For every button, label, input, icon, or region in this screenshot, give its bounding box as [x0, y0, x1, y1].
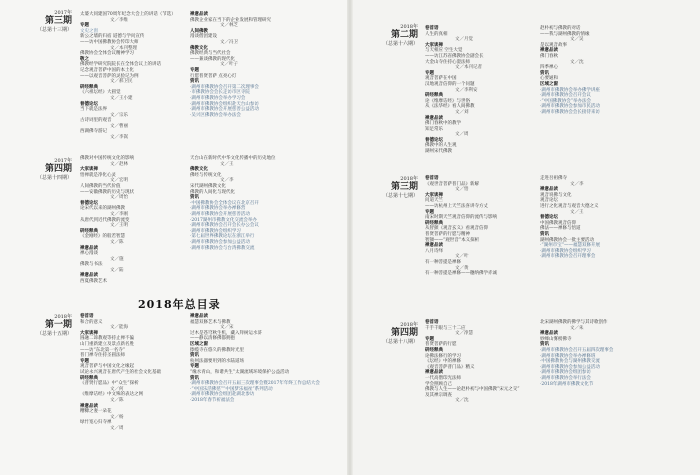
- article-author: 文／李嵩: [110, 135, 128, 141]
- section-heading: 资讯: [540, 70, 549, 76]
- article-title: 太婆大同建国70周年纪念大会上的讲话（节选）: [80, 12, 176, 17]
- article-title: ——访江苏省佛教协会副会长: [425, 53, 484, 59]
- news-item: ·湖州市佛教协会举办佛学讲座: [540, 87, 600, 93]
- article-title: 佛教与人生——论赵朴初与中国佛教“宋元之交”: [425, 387, 520, 393]
- toc-column: [540, 26, 600, 116]
- toc-column: [80, 156, 134, 285]
- news-item: ·“湖州市宝”——福慧双修开展: [540, 243, 601, 249]
- article-author: 文／沈: [455, 398, 469, 404]
- article-title: 佛法——禅修与悟道: [540, 226, 581, 232]
- issue-total: （总第十八期）: [382, 339, 418, 345]
- news-item: ·2017湖州市佛教文化交流会举办: [190, 217, 257, 223]
- article-title: 西夏佛教艺术: [80, 279, 107, 285]
- article-title: 人间佛教的当代价值: [80, 183, 121, 189]
- right-page: [350, 0, 700, 475]
- issue-year: 2018年: [54, 314, 72, 320]
- news-item: ·湖州市佛教协会举办学习会: [190, 95, 246, 101]
- article-title: ——兼谈佛教的现代化: [190, 56, 235, 62]
- issue-total: （总第十四期）: [36, 175, 72, 181]
- section-heading: 研经释典: [80, 375, 98, 381]
- issue-year: 2017年: [54, 10, 72, 16]
- issue-year: 2018年: [400, 322, 418, 328]
- article-author: 文／刘: [455, 109, 469, 115]
- article-title: 及其禅宗调查: [425, 392, 452, 398]
- article-author: 文／李: [570, 181, 584, 187]
- article-author: 文／李利安: [455, 87, 478, 93]
- category-label: 文史之窗: [80, 28, 98, 34]
- article-author: 文／宋: [220, 325, 234, 331]
- article-title: 佛教经学研究院院长在全体会议上的讲话: [80, 62, 161, 68]
- article-author: 文／王小建: [110, 95, 133, 101]
- news-item: ·湖州市佛教协会召开五届四次理事会: [540, 347, 614, 353]
- article-title: 圆融二谛教观等持止禅不偏: [80, 336, 134, 342]
- article-author: 文／郝卫民: [110, 79, 133, 85]
- news-item: ·湖州市佛教协会举办禅修营: [190, 206, 246, 212]
- article-title: 人生的真相: [425, 31, 448, 37]
- section-heading: 大家谈禅: [425, 42, 443, 48]
- issue-number: 第一期: [44, 320, 72, 330]
- section-heading: 研经释典: [80, 228, 98, 234]
- article-title: 八月诗绎: [425, 248, 443, 254]
- issue-total: （总第十三期）: [36, 27, 72, 33]
- article-title: 观音论坛: [540, 198, 558, 204]
- section-heading: 研经释典: [80, 84, 98, 90]
- article-title: 佛教与书法: [80, 262, 103, 268]
- article-title: 四季禅心: [540, 65, 558, 71]
- article-title: “缘水青山，和谐共生”太湖流域环境保护公益活动: [190, 369, 290, 375]
- section-heading: 研经释典: [425, 220, 443, 226]
- article-title: 糟糠之妻一朵花: [80, 409, 112, 415]
- article-author: 文／宗乐: [110, 112, 128, 118]
- news-item: ·湖州市佛教协会参加公益活动: [540, 364, 600, 370]
- article-title: 天台山在新时代中华文化传播中的历史地位: [190, 156, 276, 161]
- article-author: 文／悟: [455, 187, 469, 193]
- news-item: ·湖州市佛教协会召开五届三次理事会暨2017年年终工作总结大会: [190, 381, 320, 387]
- news-item: ·湖州市佛教协会组团赴湖北参访: [190, 392, 255, 398]
- article-title: 普门禅寺住持圣圆法师: [80, 353, 125, 359]
- news-item: ·湖州市佛教协会会长接待来访: [540, 109, 600, 115]
- news-item: ·湖州市佛教协会召开理事会: [540, 254, 596, 260]
- article-title: 与天相应 空生大觉: [425, 48, 463, 54]
- news-item: ·湖州市佛教协会参加市民活动: [540, 104, 600, 110]
- article-title: 佛教协会全体会议精神学习: [80, 51, 134, 57]
- article-title: 进行之化观音与观音大德之义: [540, 203, 599, 209]
- article-title: 千手千眼与三十二应: [425, 325, 466, 331]
- article-title: 《维摩诘经》中文殊的表达之网: [80, 392, 143, 398]
- section-heading: 研经释典: [425, 93, 443, 99]
- news-item: ·2018年春节祈福法会: [190, 397, 235, 403]
- article-author: 文／王明: [110, 223, 128, 229]
- news-item: ·吴兴区佛教协会举办法会: [190, 112, 241, 118]
- section-heading: 大家谈禅: [80, 167, 98, 173]
- article-title: 《金刚经》的般若智慧: [80, 234, 125, 240]
- article-title: 《观世音菩萨普门品》新解: [425, 181, 479, 187]
- news-item: ·市佛教协会会长走访市区寺院: [190, 90, 250, 96]
- section-heading: 资讯: [190, 195, 199, 201]
- article-title: 汉地观音信仰的一个问题: [425, 81, 475, 87]
- section-heading: 资讯: [190, 353, 199, 359]
- book-gutter: [347, 0, 353, 475]
- news-item: ·中国佛教协会与湖州佛教交流: [540, 359, 600, 365]
- article-title: 是以观音故事: [540, 42, 567, 48]
- article-title: ——访中国佛教协会传印大师: [80, 39, 139, 45]
- article-title: 北宋湖州佛教的佛学与其诗歌创作: [540, 320, 608, 325]
- section-heading: 卷首语: [80, 314, 94, 319]
- issue-total: （总第十六期）: [382, 41, 418, 47]
- section-heading: 专题: [190, 364, 199, 370]
- article-author: 文／能海: [110, 325, 128, 331]
- article-author: 文／施: [110, 256, 124, 262]
- article-author: 文／朱: [570, 325, 584, 331]
- article-author: 文／净慧: [455, 331, 473, 337]
- section-heading: 专题: [80, 358, 89, 364]
- issue-total: （总第十七期）: [382, 193, 418, 199]
- news-item: ·湖州市佛教协会举办禅修班: [540, 353, 596, 359]
- article-title: ——访“东北第一名寺”: [80, 347, 126, 353]
- article-author: 文／吴: [570, 37, 584, 43]
- issue-number: 第三期: [390, 182, 418, 192]
- issue-number: 第二期: [390, 30, 418, 40]
- section-heading: 普德论坛: [425, 137, 443, 143]
- article-title: 问道天竺: [425, 198, 443, 204]
- article-author: 文／本刊整理: [110, 45, 137, 51]
- toc-column: [540, 176, 600, 260]
- news-item: ·湖州市佛教协会参加公益活动: [190, 239, 250, 245]
- section-heading: 专题: [425, 336, 434, 342]
- article-title: 佛教中的人生观: [425, 143, 457, 149]
- news-item: ·湖州市佛教协会举行法会: [540, 375, 591, 381]
- article-title: 山门重新建立及景点新名胜: [80, 341, 134, 347]
- article-title: 走进吾祖佛寺: [540, 176, 567, 181]
- issue-header: [22, 158, 72, 181]
- issue-year: 2017年: [54, 158, 72, 164]
- article-title: 佛经与传统文化: [190, 172, 222, 178]
- news-item: ·湖州市佛教协会组织学习: [540, 248, 591, 254]
- news-item: ·湖州市佛教协会开展慈善活动: [190, 211, 250, 217]
- toc-column: [425, 176, 497, 277]
- section-heading: 普德论坛: [540, 215, 558, 221]
- section-heading: 禅意品读: [190, 314, 208, 319]
- news-item: ·湖州市佛教协会开展慈善公益活动: [190, 107, 259, 113]
- article-title: 悟禅就是净化心灵: [80, 172, 116, 178]
- article-title: 有一种菩提是禅修——穗纳佛学赤诚: [425, 271, 497, 277]
- section-heading: 资讯: [540, 342, 549, 348]
- article-author: 文／周: [110, 425, 124, 431]
- article-title: 行愿普贤菩萨 点亮心灯: [190, 73, 237, 79]
- section-heading: 资讯: [190, 79, 199, 85]
- article-author: 文／陈: [110, 397, 124, 403]
- section-heading: 卷首语: [425, 176, 439, 181]
- article-title: 佛门春秋中的教学: [425, 121, 461, 127]
- article-title: 漫谈僧团建设: [190, 34, 217, 40]
- article-author: 文／王: [220, 161, 234, 167]
- section-heading: 禅意品读: [425, 243, 443, 249]
- article-title: 古诗词里的观音: [80, 118, 112, 124]
- news-item: ·湖州市佛教协会组织学习: [190, 228, 241, 234]
- section-heading: 卷首语: [425, 26, 439, 31]
- section-heading: 资讯: [190, 375, 199, 381]
- section-heading: 禅意品读: [80, 245, 98, 251]
- news-item: ·“中国乐活佛慈”“中国梦乐福祉”系列活动: [190, 386, 273, 392]
- article-title: 一代高僧印光法师: [425, 375, 461, 381]
- article-title: 普贤菩萨的行愿: [425, 342, 457, 348]
- article-author: 文／曹丽: [110, 123, 128, 129]
- article-title: 宋代湖州佛教文化: [190, 183, 226, 189]
- article-title: 中国佛教观音信仰: [540, 220, 576, 226]
- article-title: 西湖佛寺游记: [80, 129, 107, 135]
- article-title: 新公之墙的归宿 道德与学问宣传: [80, 34, 145, 40]
- news-item: ·2018年湖州市佛教文化节: [540, 381, 594, 387]
- article-author: 文／月觉: [455, 37, 473, 43]
- section-heading: 敬之: [80, 56, 89, 62]
- article-title: 佛教对中国传统文化的影响: [80, 156, 134, 161]
- article-title: 知足常乐: [425, 126, 443, 132]
- article-title: 擦缆寺在悠久的佛教时光里: [190, 347, 244, 353]
- section-heading: 大家谈禅: [425, 192, 443, 198]
- article-title: 湖州佛教协会一批主要活动: [540, 237, 594, 243]
- article-title: 论《维摩诘经》与世俗: [425, 98, 470, 104]
- section-heading: 专题: [190, 67, 199, 73]
- article-title: ——静以清修佛都拥抱: [190, 336, 235, 342]
- article-title: 观音说佛与文化: [540, 192, 572, 198]
- article-title: 过木是苍穹秋生机，藏入拜树运水浒: [190, 330, 262, 336]
- article-title: 试论永兴观音在唐代产生的社会文化基础: [80, 369, 161, 375]
- article-author: 文／周怡: [110, 195, 128, 201]
- news-item: ·湖州市佛教协会与台湾佛教交流: [190, 245, 255, 251]
- article-author: 文／叶: [455, 254, 469, 260]
- article-title: 《六祖坛经》大圆觉: [80, 90, 121, 96]
- article-author: 文／杨: [110, 414, 124, 420]
- article-author: 文／李刚: [110, 211, 128, 217]
- news-item: ·湖州市佛教协会召开会议: [540, 93, 591, 99]
- article-author: 文／李维: [110, 17, 128, 23]
- section-heading: 佛教文化: [190, 45, 208, 51]
- section-heading: 禅意品读: [540, 187, 558, 193]
- article-title: 从智顗《观音玄义》看观音信仰: [425, 226, 488, 232]
- news-item: ·湖州市佛教协会组织赴天台山参访: [190, 101, 259, 107]
- section-heading: 禅意品读: [190, 12, 208, 17]
- section-heading: 区域之窗: [540, 81, 558, 87]
- issue-number: 第三期: [44, 16, 72, 26]
- article-title: ——访杭州上天竺法喜讲寺方丈: [425, 203, 488, 209]
- article-author: 文／陈: [110, 239, 124, 245]
- article-title: 论宋代以来的湖州佛教: [80, 206, 125, 212]
- article-author: 文／冯卫: [220, 39, 238, 45]
- issue-year: 2018年: [400, 24, 418, 30]
- toc-column: [80, 314, 161, 431]
- article-title: 《观音菩萨普门品》精义: [425, 364, 475, 370]
- article-title: 南宋时期天竺观音信仰的流传与影响: [425, 215, 497, 221]
- article-title: 智顗——“观世音”本义探析: [425, 237, 480, 243]
- section-heading: 禅意品读: [80, 273, 98, 279]
- article-title: 佛门春秋: [540, 53, 558, 59]
- issue-number: 第四期: [44, 164, 72, 174]
- article-author: 文／沈: [570, 59, 584, 65]
- article-title: 论佛法修行的学习: [425, 353, 461, 359]
- section-heading: 普德论坛: [80, 101, 98, 107]
- issue-header: [368, 24, 418, 47]
- article-title: 和合的意义: [80, 319, 103, 325]
- news-item: ·中国佛教协会全体会议在北京召开: [190, 200, 259, 206]
- article-title: 杭州法器要用到的水陆道场: [190, 358, 244, 364]
- article-author: 文／林芝: [220, 23, 238, 29]
- toc-column: [425, 320, 520, 404]
- article-title: 《坛经》中的禅修: [425, 359, 461, 365]
- section-heading: 禅意品读: [425, 370, 443, 376]
- section-heading: 禅意品读: [80, 403, 98, 409]
- article-title: 观音菩萨与中国文化之缘起: [80, 364, 134, 370]
- article-author: 文／赵林: [110, 161, 128, 167]
- issue-total: （总第十五期）: [36, 331, 72, 337]
- article-title: ——以观音菩萨的灵验记为例: [80, 73, 139, 79]
- article-title: 妙峰山雾榜佛寺: [540, 336, 572, 342]
- article-title: 观音菩萨在中国: [425, 76, 457, 82]
- section-heading: 禅意品读: [540, 48, 558, 54]
- article-title: 赵朴初与佛教的对话: [540, 26, 581, 31]
- article-author: 文／何: [110, 386, 124, 392]
- article-title: 从《法华经》看人间佛教: [425, 104, 475, 110]
- issue-header: [22, 10, 72, 33]
- article-title: 《普贤行愿品》中“众生”探析: [80, 381, 139, 387]
- toc-column: [190, 156, 276, 251]
- article-title: 福慧双修艺术与佛教: [190, 319, 231, 325]
- page-title: 2018年总目录: [138, 298, 221, 311]
- section-heading: 大家谈禅: [80, 330, 98, 336]
- toc-column: [190, 314, 320, 404]
- article-author: 文／王: [570, 209, 584, 215]
- news-item: ·“中国佛教协会”举办法会: [540, 98, 592, 104]
- toc-column: [190, 12, 271, 118]
- article-title: ——我与湖州佛教的情缘: [540, 31, 590, 37]
- article-title: 有一种菩提是禅修: [425, 259, 461, 265]
- article-author: 文／李: [220, 178, 234, 184]
- section-heading: 人间佛教: [190, 28, 208, 34]
- article-title: 当下就是法界: [80, 107, 107, 113]
- article-title: 禅心漫谈: [80, 251, 98, 257]
- article-author: 文／周: [455, 132, 469, 138]
- article-author: 文／本刊记者: [455, 65, 482, 71]
- article-author: 文／黄: [455, 265, 469, 271]
- article-title: 普贤菩萨的行愿与精神: [425, 231, 470, 237]
- section-heading: 区域之窗: [190, 341, 208, 347]
- issue-header: [368, 176, 418, 199]
- section-heading: 研经释典: [425, 347, 443, 353]
- issue-header: [22, 314, 72, 337]
- article-title: 记念观音菩萨中国的本土化: [80, 67, 134, 73]
- article-title: 佛教企业家在当下的企业发展和管理研究: [190, 17, 271, 23]
- toc-column: [80, 12, 176, 141]
- toc-column: [540, 320, 613, 387]
- article-title: 学会照顾自己: [425, 381, 452, 387]
- article-title: 从唐代到近代佛教的流变: [80, 217, 130, 223]
- section-heading: 专题: [425, 209, 434, 215]
- news-item: ·湖州市佛教协会召开第二次理事会: [190, 84, 259, 90]
- issue-header: [368, 322, 418, 345]
- issue-year: 2018年: [400, 176, 418, 182]
- news-item: ·湖州市佛教协会组团参访: [540, 370, 591, 376]
- article-title: 佛教经典与当代社会: [190, 51, 231, 57]
- article-title: 心要通和: [540, 76, 558, 82]
- article-title: 湖州宋代佛教: [425, 149, 452, 155]
- article-title: 绿竹宽心归寺禅: [80, 420, 112, 426]
- news-item: ·第七届世界佛教论坛在浙江举行: [190, 234, 255, 240]
- article-author: 文／叶子: [220, 62, 238, 68]
- section-heading: 资讯: [540, 231, 549, 237]
- section-heading: 佛教文化: [190, 167, 208, 173]
- issue-number: 第四期: [390, 328, 418, 338]
- article-author: 文／陆: [110, 267, 124, 273]
- section-heading: 禅意品读: [540, 331, 558, 337]
- article-title: 佛教的人间化与现代化: [190, 189, 235, 195]
- toc-column: [425, 26, 484, 155]
- section-heading: 专题: [425, 70, 434, 76]
- article-author: 文／宏明: [110, 178, 128, 184]
- article-title: ——安徽佛教的历史与现状: [80, 189, 134, 195]
- section-heading: 专题: [80, 23, 89, 29]
- section-heading: 禅意品读: [425, 115, 443, 121]
- section-heading: 普德论坛: [80, 200, 98, 206]
- news-item: ·湖州市佛教协会召开会长办公会议: [190, 223, 259, 229]
- section-heading: 卷首语: [425, 320, 439, 325]
- article-title: 大金山寺住持心澄法师: [425, 59, 470, 65]
